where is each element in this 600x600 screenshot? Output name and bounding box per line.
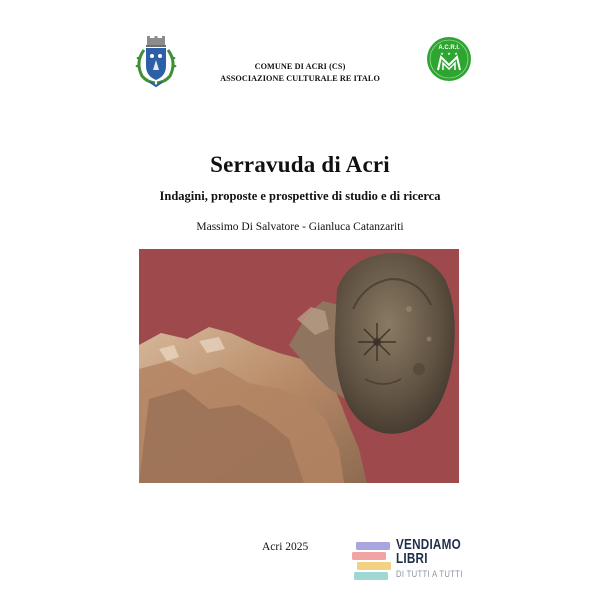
organization-line-association: ASSOCIAZIONE CULTURALE RE ITALO	[220, 74, 380, 83]
carved-stone-image	[139, 249, 459, 483]
acri-association-badge-icon	[426, 36, 472, 82]
svg-text:★: ★	[447, 51, 451, 56]
publisher-line-2: LIBRI	[396, 550, 428, 567]
book-authors: Massimo Di Salvatore - Gianluca Catanzariti	[196, 221, 404, 233]
cover-photo	[139, 249, 459, 483]
book-title: Serravuda di Acri	[210, 152, 390, 177]
municipal-crest-icon	[133, 36, 179, 88]
publisher-line-1: VENDIAMO	[396, 536, 461, 553]
book-subtitle: Indagini, proposte e prospettive di studio e di ricerca	[159, 189, 441, 203]
svg-text:★: ★	[440, 51, 444, 56]
organization-line-municipality: COMUNE DI ACRI (CS)	[254, 62, 346, 71]
stacked-books-icon	[352, 540, 392, 582]
organization-header	[200, 61, 400, 85]
svg-text:★: ★	[454, 51, 458, 56]
badge-text: A.C.R.I.	[438, 45, 460, 51]
publisher-tagline: DI TUTTI A TUTTI	[396, 569, 463, 579]
publication-place-year: Acri 2025	[262, 541, 309, 553]
publisher-logo-text	[396, 538, 479, 579]
